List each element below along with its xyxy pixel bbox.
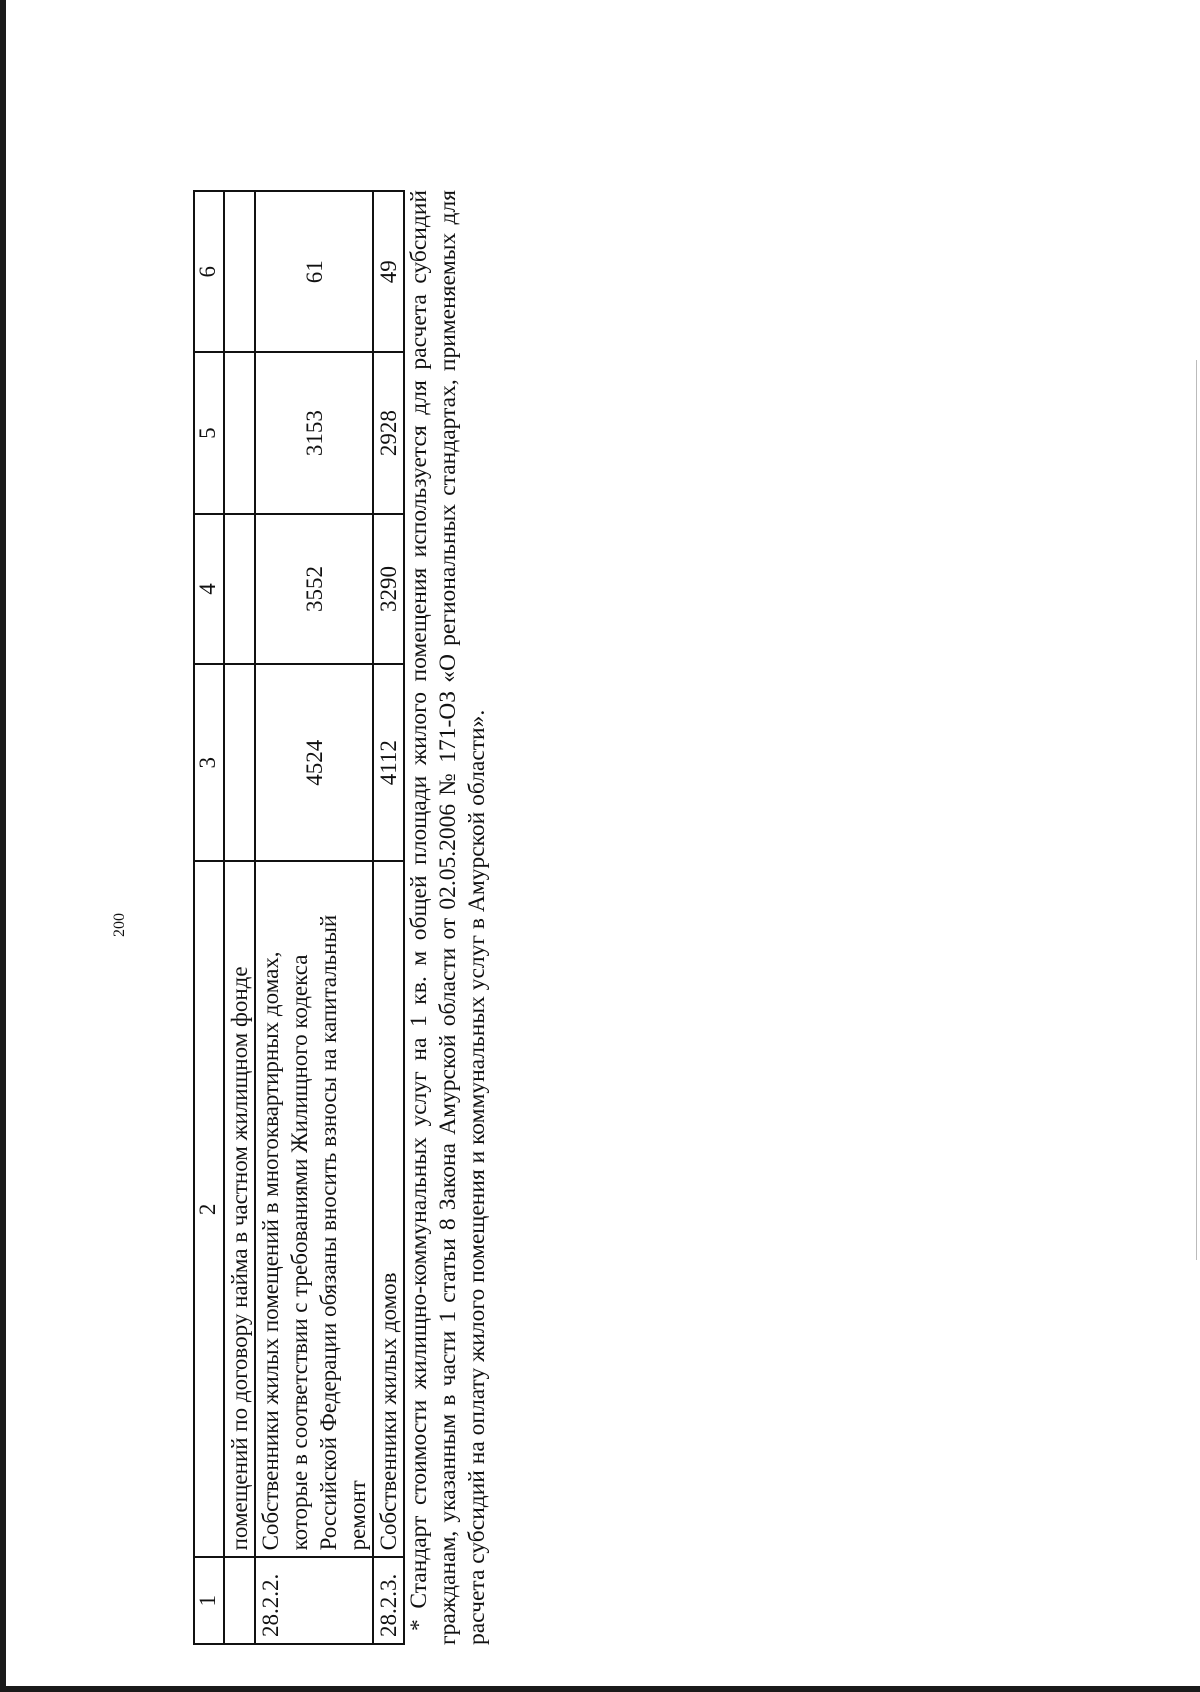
value-cell bbox=[224, 664, 255, 861]
value-cell: 4112 bbox=[373, 664, 404, 861]
table-row bbox=[373, 191, 404, 1644]
header-cell: 1 bbox=[194, 1557, 224, 1644]
row-number: 28.2.2. bbox=[255, 1557, 373, 1644]
value-cell: 49 bbox=[373, 191, 404, 352]
header-cell: 4 bbox=[194, 514, 224, 664]
header-cell: 2 bbox=[194, 861, 224, 1557]
rotated-page-content bbox=[111, 105, 1193, 1645]
scan-edge-left bbox=[0, 0, 6, 1692]
value-cell: 3552 bbox=[255, 514, 373, 664]
header-cell: 3 bbox=[194, 664, 224, 861]
value-cell: 3290 bbox=[373, 514, 404, 664]
page-number: 200 bbox=[111, 913, 128, 937]
value-cell bbox=[224, 514, 255, 664]
value-cell: 3153 bbox=[255, 352, 373, 513]
footnote: * Стандарт стоимости жилищно-коммунальных услуг на 1 кв. м общей площади жилого помещения используется для расчета субсидий гражданам, указанным в части 1 статьи 8 Закона Амурской области от 02.05.2006 № 171-ОЗ «О региональных стандартах, применяемых для расчета субсидий на оплату жилого помещения и коммунальных услуг в Амурской области». bbox=[406, 190, 490, 1645]
row-number bbox=[224, 1557, 255, 1644]
value-cell: 4524 bbox=[255, 664, 373, 861]
row-description: Собственники жилых помещений в многоквартирных домах, которые в соответствии с требованиями Жилищного кодекса Российской Федерации обязаны вносить взносы на капитальный ремонт bbox=[255, 861, 373, 1557]
header-cell: 6 bbox=[194, 191, 224, 352]
table-row bbox=[224, 191, 255, 1644]
value-cell bbox=[224, 352, 255, 513]
scan-edge-right bbox=[1196, 360, 1197, 1260]
row-description: Собственники жилых домов bbox=[373, 861, 404, 1557]
value-cell: 2928 bbox=[373, 352, 404, 513]
row-description: помещений по договору найма в частном жилищном фонде bbox=[224, 861, 255, 1557]
tariff-table bbox=[193, 190, 405, 1645]
table-row bbox=[255, 191, 373, 1644]
row-number: 28.2.3. bbox=[373, 1557, 404, 1644]
header-cell: 5 bbox=[194, 352, 224, 513]
value-cell bbox=[224, 191, 255, 352]
table-header-row bbox=[194, 191, 224, 1644]
scan-edge-bottom bbox=[0, 1686, 1200, 1692]
value-cell: 61 bbox=[255, 191, 373, 352]
